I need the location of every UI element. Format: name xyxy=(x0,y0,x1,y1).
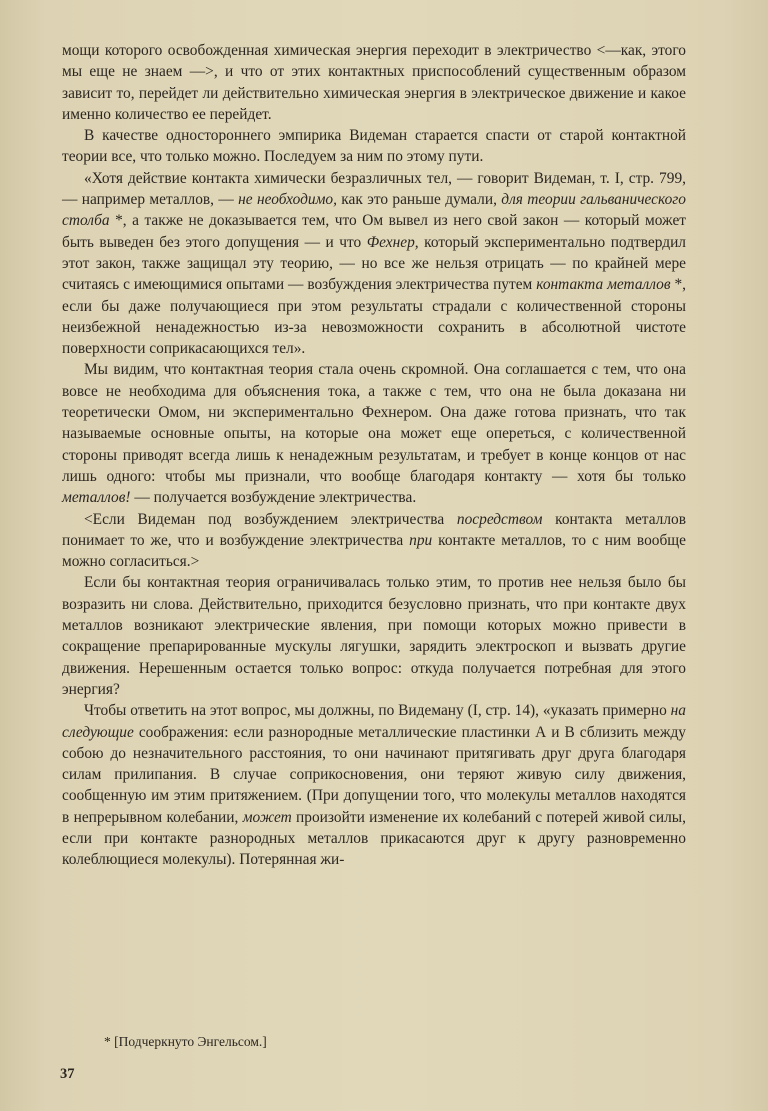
paragraph-4 xyxy=(62,359,686,508)
text-run: <Если Видеман под возбуждением электричества xyxy=(84,510,457,528)
page-body xyxy=(62,40,686,871)
text-run: «Хотя действие контакта химически безразличных тел, — говорит Видеман, т. I, стр. 799, — например металлов, — xyxy=(62,169,686,209)
italic-run: не необходимо, xyxy=(238,191,337,209)
italic-run: на следующие xyxy=(62,702,686,741)
paragraph-7 xyxy=(62,700,686,870)
text-run: который экспериментально подтвердил этот закон, также защищал эту теорию, — но все же нельзя отрицать — по крайней мере считаясь с имеющимися опытами — возбуждения электричества путем xyxy=(62,233,686,294)
italic-run: Фехнер, xyxy=(366,233,419,251)
italic-run: металлов! xyxy=(62,489,131,507)
italic-run: при xyxy=(409,531,433,549)
text-run: Чтобы ответить на этот вопрос, мы должны, по Видеману (I, стр. 14), «указать примерно xyxy=(84,702,671,720)
italic-run: контакта металлов xyxy=(536,276,671,294)
page-number: 37 xyxy=(60,1066,75,1082)
paragraph-2: В качестве одностороннего эмпирика Видеман старается спасти от старой контактной теории все, что только можно. Последуем за ним по этому пути. xyxy=(62,127,686,166)
italic-run: для теории гальванического столба xyxy=(62,191,686,230)
text-run: *, а также не доказывается тем, что Ом вывел из него свой закон — который может быть выведен без этого допущения — и что xyxy=(62,212,686,251)
text-run: контакте металлов, то с ним вообще можно согласиться.> xyxy=(62,531,686,571)
text-run: Мы видим, что контактная теория стала очень скромной. Она соглашается с тем, что она вовсе не необходима для объяснения тока, а также с тем, что она не была доказана ни теоретически Омом, ни экспериментально Фехнером. Она даже готова признать, что так называемые основные опыты, на которые она может еще опереться, с количественной стороны приводят всегда лишь к ненадежным результатам, и требует в конце концов от нас лишь одного: чтобы мы признали, что вообще благодаря контакту — хотя бы только xyxy=(62,361,686,485)
text-run: — получается возбуждение электричества. xyxy=(130,489,417,507)
italic-run: может xyxy=(242,808,292,826)
paragraph-1: мощи которого освобожденная химическая энергия переходит в электричество <—как, этого мы еще не знаем —>, и что от этих контактных приспособлений существенным образом зависит то, перейдет ли действительно химическая энергия в электрическое движение и какое именно количество ее перейдет. xyxy=(62,42,686,123)
paragraph-3 xyxy=(62,168,686,360)
italic-run: посредством xyxy=(456,510,543,528)
paragraph-5 xyxy=(62,509,686,573)
text-run: соображения: если разнородные металлические пластинки А и В сблизить между собою до незначительного расстояния, то они начинают притягивать друг друга благодаря силам прилипания. В случае соприкосновения, они теряют живую силу движения, сообщенную им этим притяжением. (При допущении того, что молекулы металлов находятся в непрерывном колебании, xyxy=(62,723,686,826)
text-run: произойти изменение их колебаний с потерей живой силы, если при контакте разнородных металлов прикасаются друг к другу разновременно колеблющиеся молекулы). Потерянная жи- xyxy=(62,808,686,869)
text-run: как это раньше думали, xyxy=(336,191,502,209)
footnote: * [Подчеркнуто Энгельсом.] xyxy=(104,1034,267,1049)
paragraph-6: Если бы контактная теория ограничивалась только этим, то против нее нельзя было бы возразить ни слова. Действительно, приходится безусловно признать, что при контакте двух металлов возникают электрические явления, при помощи которых можно привести в сокращение препарированные мускулы лягушки, зарядить электроскоп и вызвать другие движения. Нерешенным остается только вопрос: откуда получается потребная для этого энергия? xyxy=(62,574,686,698)
text-run: *, если бы даже получающиеся при этом результаты страдали с количественной стороны неизбежной ненадежностью из-за невозможности сохранить в абсолютной чистоте поверхности соприкасающихся тел». xyxy=(62,276,687,358)
text-run: контакта металлов понимает то же, что и возбуждение электричества xyxy=(62,510,686,549)
